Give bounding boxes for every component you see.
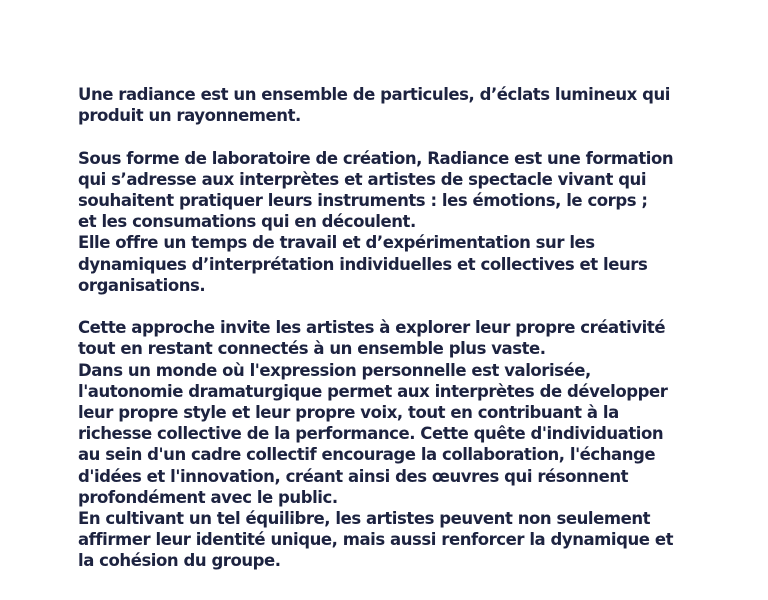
text-line: Elle offre un temps de travail et d’expérimentation sur les [78,233,595,253]
body-text [78,84,718,572]
text-line: richesse collective de la performance. Cette quête d'individuation [78,424,664,444]
text-line: la cohésion du groupe. [78,551,281,571]
text-line: Une radiance est un ensemble de particules, d’éclats lumineux qui [78,85,670,104]
text-line: Sous forme de laboratoire de création, Radiance est une formation [78,148,674,168]
text-line: affirmer leur identité unique, mais aussi renforcer la dynamique et [78,530,674,550]
text-line: au sein d'un cadre collectif encourage la collaboration, l'échange [78,445,656,465]
text-line: et les consumations qui en découlent. [78,212,416,232]
paragraph-approach [78,317,718,571]
text-line: Cette approche invite les artistes à explorer leur propre créativité [78,318,666,338]
text-line: leur propre style et leur propre voix, tout en contribuant à la [78,403,619,423]
text-line: Dans un monde où l'expression personnelle est valorisée, [78,360,591,380]
paragraph-formation [78,148,718,296]
text-line: produit un rayonnement. [78,106,301,126]
text-line: l'autonomie dramaturgique permet aux interprètes de développer [78,381,668,401]
paragraph-definition [78,84,718,126]
text-line: tout en restant connectés à un ensemble plus vaste. [78,339,546,359]
text-line: dynamiques d’interprétation individuelles et collectives et leurs [78,254,648,274]
text-line: qui s’adresse aux interprètes et artistes de spectacle vivant qui [78,169,647,189]
text-line: En cultivant un tel équilibre, les artistes peuvent non seulement [78,509,651,529]
text-line: profondément avec le public. [78,487,338,507]
text-line: souhaitent pratiquer leurs instruments : les émotions, le corps ; [78,191,648,210]
text-line: organisations. [78,275,206,295]
text-line: d'idées et l'innovation, créant ainsi des œuvres qui résonnent [78,466,629,486]
